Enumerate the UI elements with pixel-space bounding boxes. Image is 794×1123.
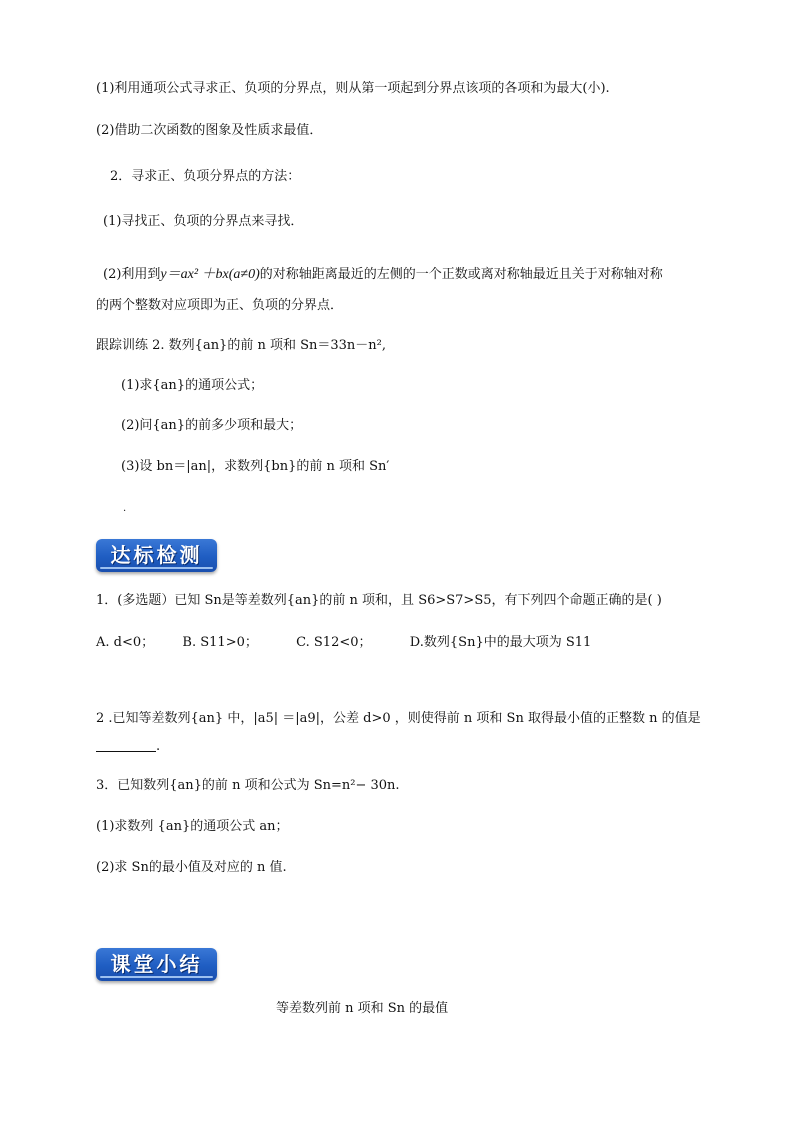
answer-blank bbox=[96, 739, 156, 752]
check-q3: 3．已知数列{an}的前 n 项和公式为 Sn=n²− 30n. bbox=[96, 778, 400, 793]
training-intro: 跟踪训练 2. 数列{an}的前 n 项和 Sn＝33n－n², bbox=[96, 338, 387, 353]
option-a: A. d<0； bbox=[96, 635, 155, 650]
training-q3: (3)设 bn＝|an|，求数列{bn}的前 n 项和 Sn′ bbox=[121, 459, 390, 474]
training-q2: (2)问{an}的前多少项和最大； bbox=[121, 418, 303, 433]
option-b: B. S11>0； bbox=[182, 635, 258, 650]
check-q3-part1: (1)求数列 {an}的通项公式 an； bbox=[96, 819, 289, 834]
boundary-method-2-line2: 的两个整数对应项即为正、负项的分界点． bbox=[96, 298, 344, 313]
banner-summary: 课堂小结 bbox=[96, 948, 217, 981]
boundary-method-1: (1)寻找正、负项的分界点来寻找． bbox=[103, 214, 304, 229]
summary-title: 等差数列前 n 项和 Sn 的最值 bbox=[276, 1001, 449, 1016]
bm2-post: 的对称轴距离最近的左侧的一个正数或离对称轴最近且关于对称轴对称 bbox=[259, 267, 663, 282]
bm2-pre: (2)利用到 bbox=[103, 267, 161, 282]
check-q1-options bbox=[96, 634, 591, 652]
option-c: C. S12<0； bbox=[296, 635, 372, 650]
check-q1: 1．(多选题）已知 Sn是等差数列{an}的前 n 项和，且 S6>S7>S5，有下列四个命题正确的是( ) bbox=[96, 593, 662, 608]
boundary-method-2-line1 bbox=[103, 266, 663, 284]
q2-period: . bbox=[156, 739, 161, 754]
stray-dot: . bbox=[123, 503, 127, 514]
check-q2-line1: 2 .已知等差数列{an} 中，|a5| ＝|a9|，公差 d>0 ，则使得前 n 项和 Sn 取得最小值的正整数 n 的值是 bbox=[96, 711, 701, 726]
check-q3-part2: (2)求 Sn的最小值及对应的 n 值. bbox=[96, 860, 287, 875]
parabola-formula: y＝ax² ＋bx(a≠0) bbox=[160, 267, 260, 282]
boundary-method-heading: 2．寻求正、负项分界点的方法： bbox=[110, 169, 301, 184]
check-q2-line2 bbox=[96, 738, 160, 756]
method-1-text: (1)利用通项公式寻求正、负项的分界点，则从第一项起到分界点该项的各项和为最大(小). bbox=[96, 81, 610, 96]
banner-check: 达标检测 bbox=[96, 539, 217, 572]
training-q1: (1)求{an}的通项公式； bbox=[121, 378, 264, 393]
method-2-text: (2)借助二次函数的图象及性质求最值． bbox=[96, 123, 323, 138]
option-d: D.数列{Sn}中的最大项为 S11 bbox=[409, 635, 592, 650]
